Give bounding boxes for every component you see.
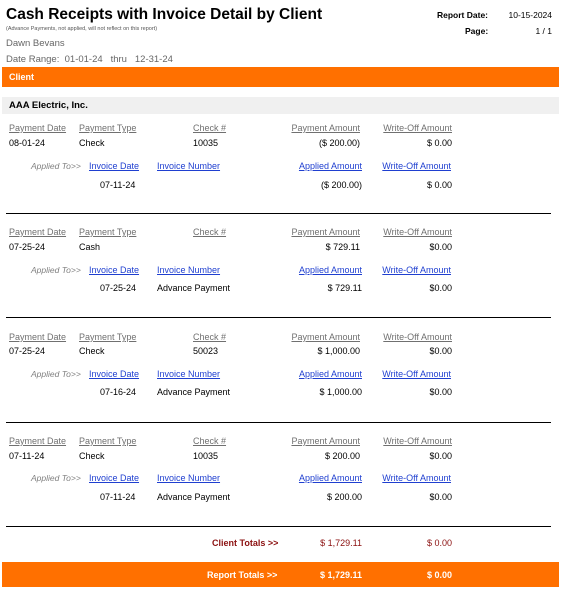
writeoff-amount-link[interactable]: Write-Off Amount: [382, 265, 451, 275]
applied-amount: ($ 200.00): [320, 180, 362, 190]
invoice-number: Advance Payment: [157, 283, 231, 293]
payment-type: Cash: [79, 242, 101, 252]
invoice-date: 07-16-24: [100, 387, 137, 397]
report-totals-bar: [2, 562, 559, 587]
applied-amount-link[interactable]: Applied Amount: [298, 161, 362, 171]
report-totals-label: Report Totals >>: [207, 570, 278, 580]
group-divider: [6, 422, 551, 423]
payment-date: 08-01-24: [9, 138, 46, 148]
payment-date: 07-25-24: [9, 346, 46, 356]
user-name: Dawn Bevans: [6, 38, 65, 49]
writeoff-amount: $0.00: [429, 346, 452, 356]
applied-to-label: Applied To>>: [31, 161, 81, 171]
payment-date: 07-25-24: [9, 242, 46, 252]
payment-amount: $ 200.00: [324, 451, 360, 461]
invoice-date: 07-11-24: [100, 492, 136, 502]
col-payment-date: Payment Date: [9, 123, 67, 133]
col-writeoff-amount: Write-Off Amount: [383, 227, 452, 237]
invoice-number: Advance Payment: [157, 387, 231, 397]
page-value: 1 / 1: [535, 26, 552, 36]
payment-date: 07-11-24: [9, 451, 45, 461]
col-payment-amount: Payment Amount: [291, 436, 360, 446]
col-writeoff-amount: Write-Off Amount: [383, 436, 452, 446]
client-totals-writeoff: $ 0.00: [426, 538, 452, 548]
date-range-thru: thru: [110, 54, 127, 65]
applied-amount: $ 1,000.00: [319, 387, 362, 397]
invoice-date-link[interactable]: Invoice Date: [89, 473, 140, 483]
date-range-label: Date Range:: [6, 54, 60, 65]
applied-amount: $ 200.00: [326, 492, 362, 502]
col-check-number: Check #: [193, 332, 227, 342]
col-payment-type: Payment Type: [79, 436, 137, 446]
invoice-number-link[interactable]: Invoice Number: [157, 265, 221, 275]
client-section-label: Client: [9, 72, 35, 82]
payment-group: [0, 436, 567, 540]
col-check-number: Check #: [193, 123, 227, 133]
payment-amount: $ 1,000.00: [317, 346, 360, 356]
client-name: AAA Electric, Inc.: [9, 100, 88, 111]
report-totals-writeoff: $ 0.00: [426, 570, 452, 580]
date-range-to: 12-31-24: [134, 54, 173, 65]
col-check-number: Check #: [193, 227, 227, 237]
invoice-number-link[interactable]: Invoice Number: [157, 473, 221, 483]
payment-type: Check: [79, 451, 105, 461]
writeoff-amount: $ 0.00: [426, 138, 452, 148]
col-payment-date: Payment Date: [9, 436, 67, 446]
payment-amount: $ 729.11: [325, 242, 360, 252]
applied-amount-link[interactable]: Applied Amount: [298, 369, 362, 379]
group-divider: [6, 526, 551, 527]
applied-to-label: Applied To>>: [31, 369, 81, 379]
client-name-row: [2, 97, 559, 114]
invoice-date: 07-11-24: [100, 180, 136, 190]
invoice-date-link[interactable]: Invoice Date: [89, 265, 140, 275]
invoice-date-link[interactable]: Invoice Date: [89, 369, 140, 379]
check-number: 50023: [193, 346, 219, 356]
col-payment-date: Payment Date: [9, 332, 67, 342]
invoice-date-link[interactable]: Invoice Date: [89, 161, 140, 171]
writeoff-amount: $0.00: [429, 242, 452, 252]
applied-to-label: Applied To>>: [31, 265, 81, 275]
col-payment-amount: Payment Amount: [291, 123, 360, 133]
invoice-number-link[interactable]: Invoice Number: [157, 369, 221, 379]
writeoff-amount-link[interactable]: Write-Off Amount: [382, 369, 451, 379]
date-range: [6, 54, 173, 65]
payment-group: [0, 332, 567, 436]
report-date-label: Report Date:: [437, 10, 489, 20]
check-number: 10035: [193, 138, 219, 148]
page-label: Page:: [465, 26, 489, 36]
col-payment-amount: Payment Amount: [291, 227, 360, 237]
applied-to-label: Applied To>>: [31, 473, 81, 483]
report-title: Cash Receipts with Invoice Detail by Client: [6, 6, 323, 23]
invoice-number: Advance Payment: [157, 492, 231, 502]
group-divider: [6, 213, 551, 214]
group-divider: [6, 317, 551, 318]
applied-amount-link[interactable]: Applied Amount: [298, 473, 362, 483]
invoice-writeoff-amount: $0.00: [429, 283, 452, 293]
report-totals-amount: $ 1,729.11: [319, 570, 362, 580]
invoice-writeoff-amount: $ 0.00: [426, 180, 452, 190]
invoice-writeoff-amount: $0.00: [429, 387, 452, 397]
col-check-number: Check #: [193, 436, 227, 446]
col-writeoff-amount: Write-Off Amount: [383, 123, 452, 133]
col-payment-type: Payment Type: [79, 332, 137, 342]
invoice-number-link[interactable]: Invoice Number: [157, 161, 221, 171]
check-number: 10035: [193, 451, 219, 461]
payment-type: Check: [79, 346, 105, 356]
payment-group: [0, 227, 567, 331]
payment-amount: ($ 200.00): [318, 138, 360, 148]
applied-amount-link[interactable]: Applied Amount: [298, 265, 362, 275]
invoice-date: 07-25-24: [100, 283, 137, 293]
client-totals-amount: $ 1,729.11: [320, 538, 362, 548]
report-date-value: 10-15-2024: [508, 10, 552, 20]
col-payment-date: Payment Date: [9, 227, 67, 237]
col-payment-amount: Payment Amount: [291, 332, 360, 342]
writeoff-amount-link[interactable]: Write-Off Amount: [382, 161, 451, 171]
col-writeoff-amount: Write-Off Amount: [383, 332, 452, 342]
applied-amount: $ 729.11: [327, 283, 362, 293]
col-payment-type: Payment Type: [79, 227, 137, 237]
date-range-from: 01-01-24: [64, 54, 103, 65]
writeoff-amount: $0.00: [429, 451, 452, 461]
payment-type: Check: [79, 138, 105, 148]
col-payment-type: Payment Type: [79, 123, 137, 133]
payment-group: [0, 123, 567, 227]
writeoff-amount-link[interactable]: Write-Off Amount: [382, 473, 451, 483]
client-section-bar: [2, 67, 559, 87]
client-totals-label: Client Totals >>: [212, 538, 279, 548]
report-note: (Advance Payments, not applied, will not reflect on this report): [6, 26, 158, 32]
invoice-writeoff-amount: $0.00: [429, 492, 452, 502]
